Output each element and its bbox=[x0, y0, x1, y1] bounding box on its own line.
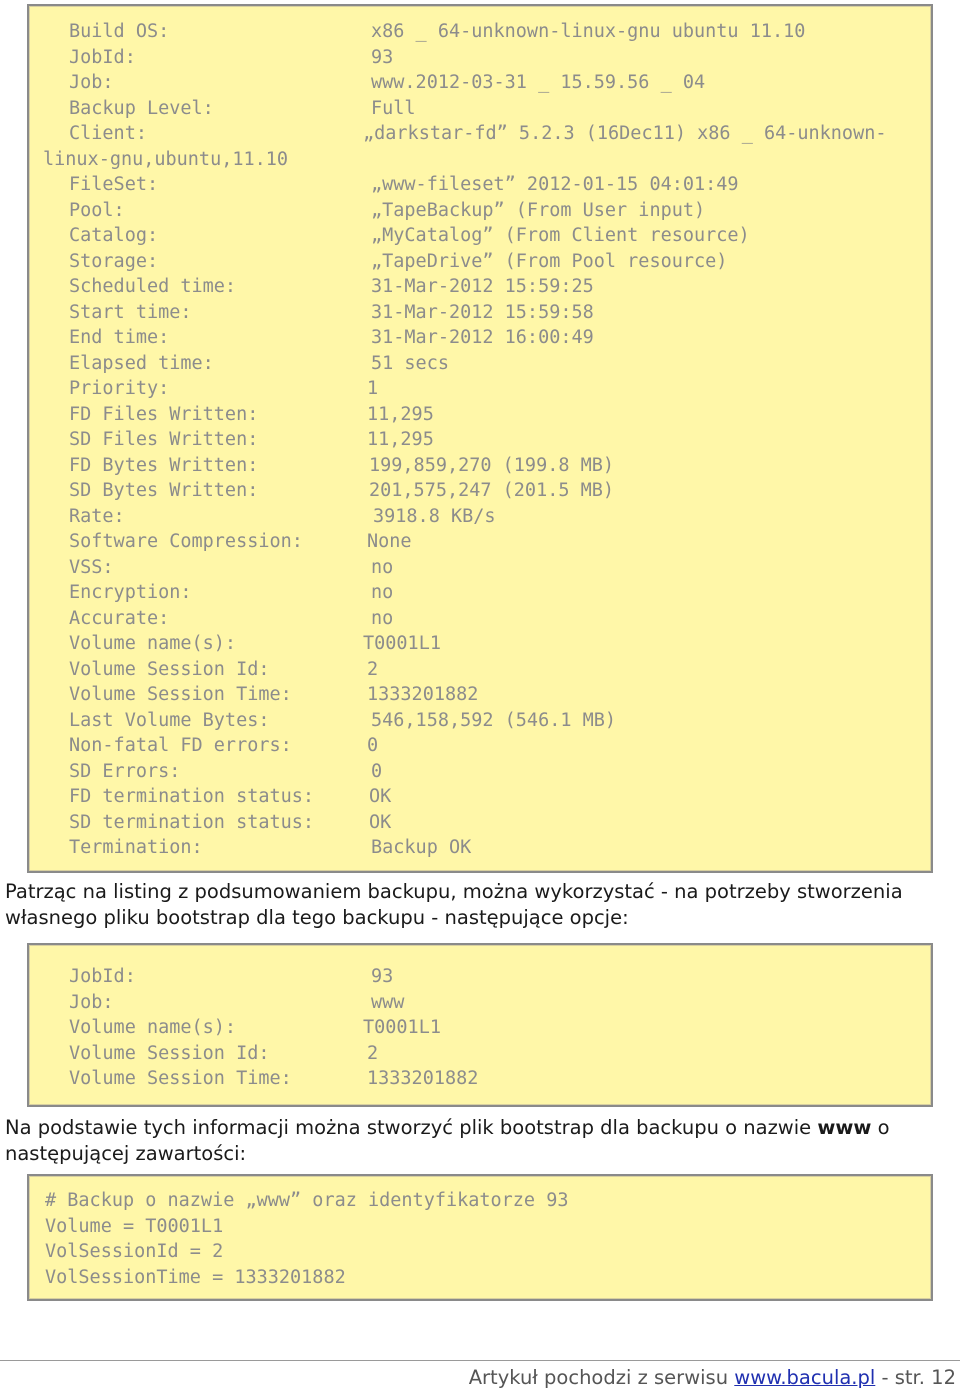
summary-row bbox=[69, 504, 496, 529]
footer-prefix: Artykuł pochodzi z serwisu bbox=[468, 1366, 735, 1389]
summary-label: Catalog: bbox=[69, 225, 159, 246]
job-summary-box bbox=[27, 4, 933, 873]
summary-label: Volume Session Time: bbox=[69, 684, 292, 705]
summary-row bbox=[69, 70, 706, 95]
summary-label: Build OS: bbox=[69, 21, 170, 42]
option-value: 2 bbox=[367, 1042, 379, 1064]
summary-value: „TapeBackup” (From User input) bbox=[371, 199, 706, 221]
summary-label: Non-fatal FD errors: bbox=[69, 735, 292, 756]
summary-row bbox=[69, 402, 434, 427]
option-value: T0001L1 bbox=[363, 1017, 441, 1038]
option-label: Volume name(s): bbox=[69, 1017, 237, 1038]
summary-value: 51 secs bbox=[371, 352, 449, 374]
summary-value: www.2012-03-31 _ 15.59.56 _ 04 bbox=[371, 72, 706, 93]
summary-label: Elapsed time: bbox=[69, 352, 214, 374]
summary-label: FD Files Written: bbox=[69, 403, 259, 425]
summary-row bbox=[69, 376, 379, 401]
summary-value: 546,158,592 (546.1 MB) bbox=[371, 709, 617, 731]
bootstrap-comment-line: # Backup o nazwie „www” oraz identyfikatorze 93 bbox=[45, 1190, 569, 1211]
bootstrap-paragraph bbox=[5, 1115, 960, 1167]
summary-value: 1333201882 bbox=[367, 684, 479, 705]
summary-label: Backup Level: bbox=[69, 97, 214, 119]
option-value: www bbox=[371, 991, 405, 1013]
summary-value: „www-fileset” 2012-01-15 04:01:49 bbox=[371, 174, 739, 195]
summary-value: 3918.8 KB/s bbox=[373, 505, 496, 527]
summary-row bbox=[69, 453, 615, 478]
summary-value: T0001L1 bbox=[363, 633, 441, 654]
summary-label: Pool: bbox=[69, 199, 125, 221]
summary-label: Volume Session Id: bbox=[69, 658, 270, 680]
summary-row bbox=[69, 198, 706, 223]
summary-value: 199,859,270 (199.8 MB) bbox=[369, 454, 615, 476]
summary-row bbox=[69, 580, 394, 605]
summary-row bbox=[69, 606, 394, 631]
summary-row bbox=[69, 810, 392, 835]
summary-label: FD Bytes Written: bbox=[69, 454, 259, 476]
summary-value: 1 bbox=[367, 378, 379, 399]
summary-value: 31-Mar-2012 16:00:49 bbox=[371, 327, 594, 348]
summary-label: Volume name(s): bbox=[69, 633, 237, 654]
summary-row bbox=[69, 19, 806, 44]
summary-label: Rate: bbox=[69, 505, 125, 527]
summary-value: 31-Mar-2012 15:59:25 bbox=[371, 276, 594, 297]
summary-row bbox=[69, 529, 412, 554]
summary-label: Start time: bbox=[69, 301, 192, 323]
summary-value: x86 _ 64-unknown-linux-gnu ubuntu 11.10 bbox=[371, 21, 806, 42]
summary-row bbox=[69, 325, 594, 350]
summary-label: Priority: bbox=[69, 378, 170, 399]
bootstrap-sessiontime-line: VolSessionTime = 1333201882 bbox=[45, 1266, 346, 1288]
option-row bbox=[69, 1066, 479, 1091]
summary-label: VSS: bbox=[69, 556, 114, 578]
summary-row bbox=[69, 351, 449, 376]
summary-value: 0 bbox=[367, 735, 379, 756]
summary-label: Accurate: bbox=[69, 607, 170, 629]
summary-label: FD termination status: bbox=[69, 786, 315, 807]
summary-label: Termination: bbox=[69, 837, 203, 858]
footer-divider bbox=[0, 1360, 960, 1361]
bootstrap-paragraph-text-end: o następującej zawartości: bbox=[5, 1116, 890, 1165]
summary-row bbox=[69, 121, 887, 146]
summary-value: OK bbox=[369, 786, 392, 807]
option-value: 1333201882 bbox=[367, 1068, 479, 1089]
summary-label: Encryption: bbox=[69, 582, 192, 603]
summary-value: 93 bbox=[371, 46, 394, 68]
summary-value: 11,295 bbox=[367, 403, 434, 425]
summary-value: OK bbox=[369, 811, 392, 833]
backup-name-bold: www bbox=[817, 1116, 872, 1139]
summary-row bbox=[69, 172, 739, 197]
summary-wrapped-value: linux-gnu,ubuntu,11.10 bbox=[43, 148, 289, 170]
summary-label: End time: bbox=[69, 327, 170, 348]
summary-value: None bbox=[367, 531, 412, 552]
option-row bbox=[69, 964, 394, 989]
summary-value: no bbox=[371, 582, 394, 603]
summary-row bbox=[69, 96, 416, 121]
summary-value: 11,295 bbox=[367, 429, 434, 450]
summary-value: „MyCatalog” (From Client resource) bbox=[371, 225, 750, 246]
summary-label: Job: bbox=[69, 72, 114, 93]
summary-value: no bbox=[371, 607, 394, 629]
summary-label: Storage: bbox=[69, 250, 159, 272]
bootstrap-sessionid-line: VolSessionId = 2 bbox=[45, 1241, 224, 1262]
summary-row bbox=[69, 759, 383, 784]
summary-value: 2 bbox=[367, 658, 379, 680]
summary-row bbox=[69, 274, 594, 299]
bootstrap-file-box bbox=[27, 1174, 933, 1301]
summary-row bbox=[69, 708, 617, 733]
summary-value: 31-Mar-2012 15:59:58 bbox=[371, 301, 594, 323]
option-row bbox=[69, 1015, 441, 1040]
option-label: Volume Session Time: bbox=[69, 1068, 292, 1089]
summary-row bbox=[69, 631, 441, 656]
summary-row bbox=[69, 223, 750, 248]
summary-value: no bbox=[371, 556, 394, 578]
summary-row bbox=[69, 835, 472, 860]
summary-value: 0 bbox=[371, 760, 383, 782]
summary-label: Client: bbox=[69, 123, 147, 144]
summary-value: Backup OK bbox=[371, 837, 472, 858]
summary-row bbox=[69, 682, 479, 707]
summary-row bbox=[69, 427, 434, 452]
option-value: 93 bbox=[371, 966, 394, 987]
summary-label: SD Errors: bbox=[69, 760, 181, 782]
summary-value: 201,575,247 (201.5 MB) bbox=[369, 480, 615, 501]
bacula-link[interactable]: www.bacula.pl bbox=[734, 1366, 876, 1389]
intro-paragraph: Patrząc na listing z podsumowaniem backupu, można wykorzystać - na potrzeby stworzenia własnego pliku bootstrap dla tego backupu - następujące opcje: bbox=[5, 880, 903, 929]
summary-label: Scheduled time: bbox=[69, 276, 237, 297]
summary-row bbox=[69, 300, 594, 325]
summary-label: FileSet: bbox=[69, 174, 159, 195]
summary-label: Last Volume Bytes: bbox=[69, 709, 270, 731]
options-box bbox=[27, 943, 933, 1107]
summary-label: SD termination status: bbox=[69, 811, 315, 833]
summary-row bbox=[69, 45, 394, 70]
summary-row bbox=[69, 478, 615, 503]
summary-row bbox=[69, 733, 379, 758]
option-row bbox=[69, 990, 405, 1015]
summary-row bbox=[69, 657, 379, 682]
option-label: JobId: bbox=[69, 966, 136, 987]
summary-value: „darkstar-fd” 5.2.3 (16Dec11) x86 _ 64-unknown- bbox=[363, 123, 887, 144]
summary-label: JobId: bbox=[69, 46, 136, 68]
summary-row bbox=[69, 249, 728, 274]
footer-page-number: - str. 12 bbox=[875, 1366, 956, 1389]
option-label: Job: bbox=[69, 991, 114, 1013]
summary-label: SD Files Written: bbox=[69, 429, 259, 450]
option-label: Volume Session Id: bbox=[69, 1042, 270, 1064]
option-row bbox=[69, 1041, 379, 1066]
summary-row bbox=[69, 784, 392, 809]
summary-label: SD Bytes Written: bbox=[69, 480, 259, 501]
summary-row bbox=[69, 555, 394, 580]
bootstrap-volume-line: Volume = T0001L1 bbox=[45, 1215, 224, 1237]
summary-value: Full bbox=[371, 97, 416, 119]
page-footer bbox=[469, 1366, 956, 1389]
bootstrap-paragraph-text: Na podstawie tych informacji można stworzyć plik bootstrap dla backupu o nazwie bbox=[5, 1116, 818, 1139]
summary-value: „TapeDrive” (From Pool resource) bbox=[371, 250, 728, 272]
summary-label: Software Compression: bbox=[69, 531, 303, 552]
